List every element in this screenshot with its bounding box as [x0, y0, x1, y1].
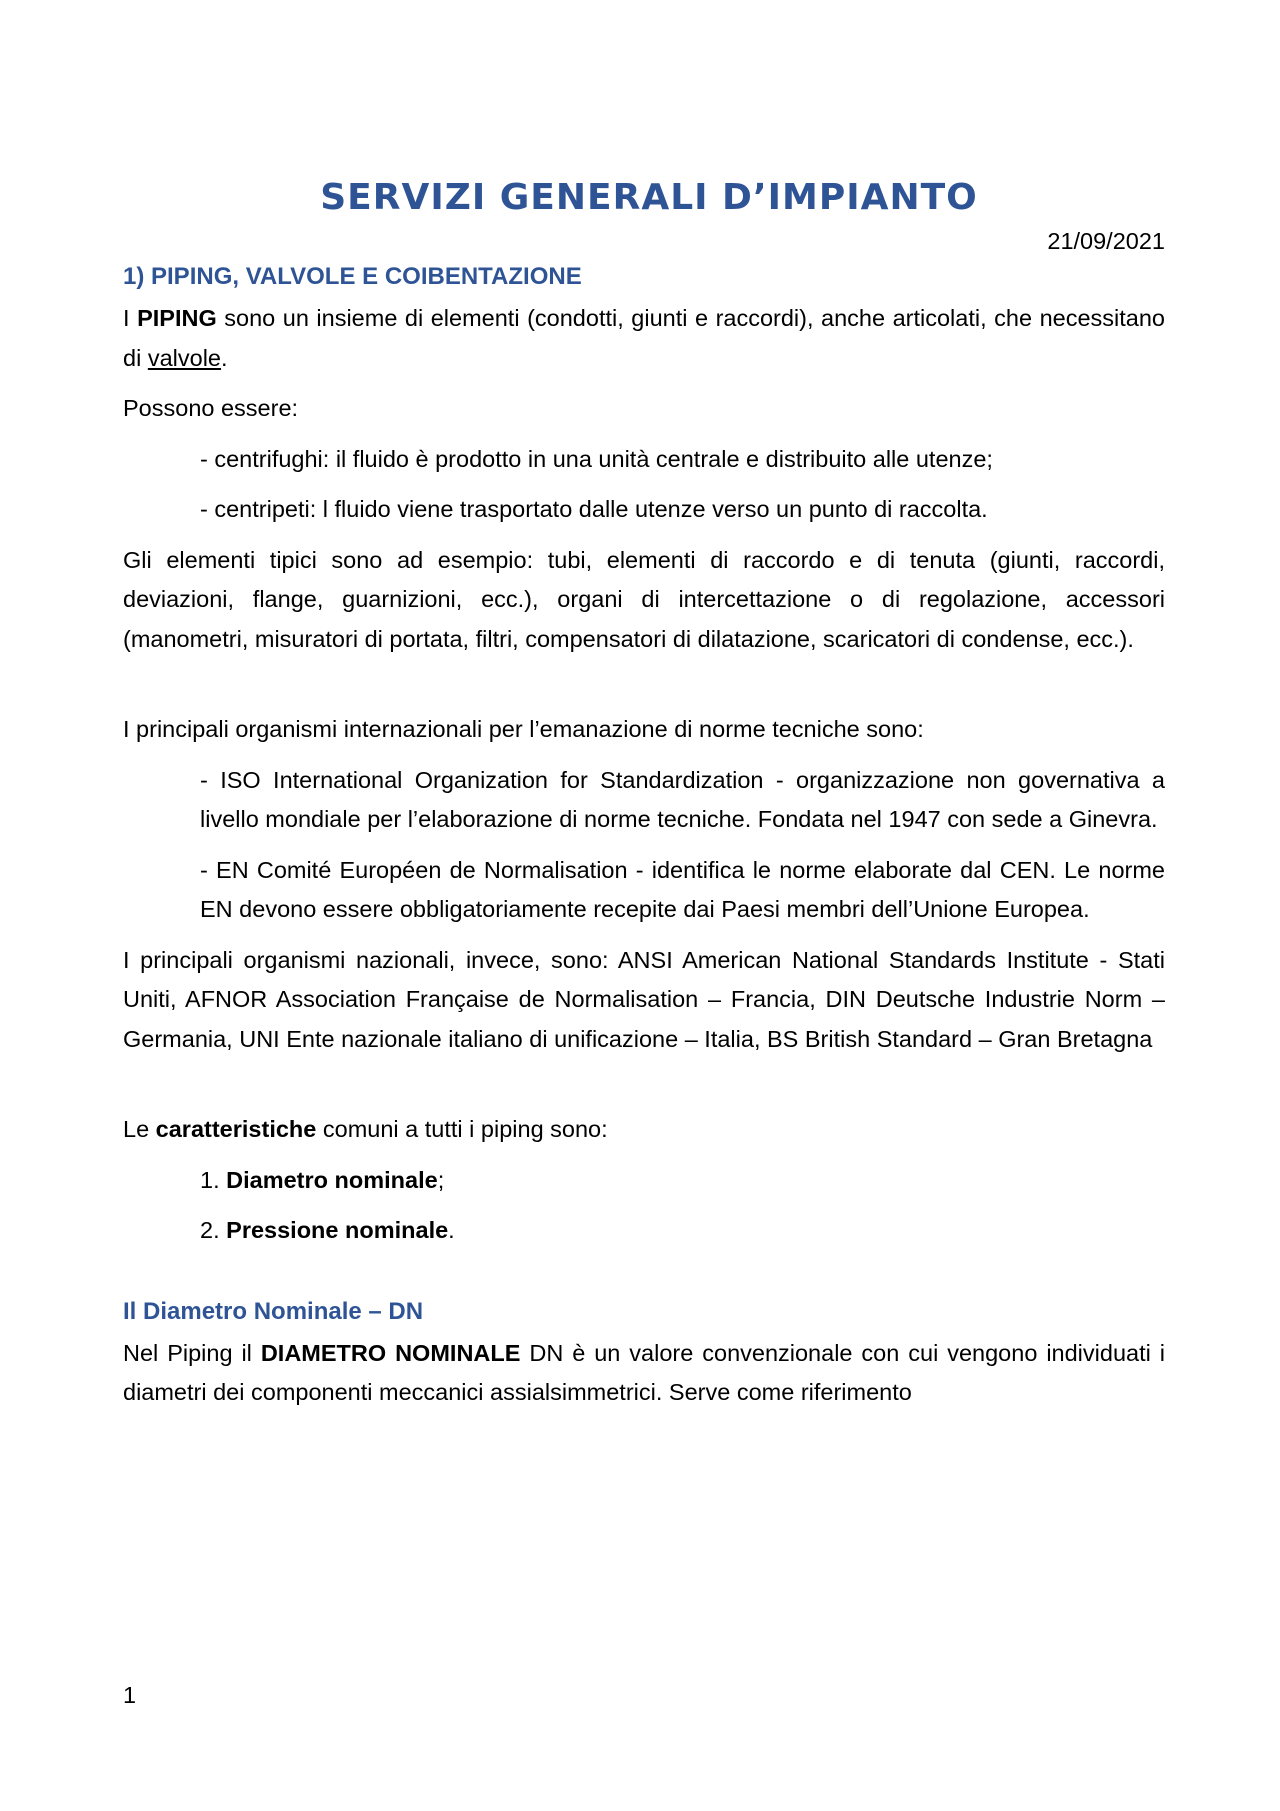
text-run: . — [220, 344, 228, 371]
paragraph-organismi-internazionali: I principali organismi internazionali per l’emanazione di norme tecniche sono: — [123, 716, 924, 742]
list-item-iso: - ISO International Organization for Standardization - organizzazione non governativa a livello mondiale per l’elaborazione di norme tecniche. Fondata nel 1947 con sede a Ginevra. — [200, 766, 1165, 832]
spacer — [123, 1262, 1165, 1292]
text-run: comuni a tutti i piping sono: — [316, 1116, 608, 1142]
document-date: 21/09/2021 — [1047, 228, 1165, 254]
text-run: sono un insieme di elementi (condotti, giunti e raccordi), anche articolati, che necessitano di — [123, 305, 1165, 371]
list-item-centripeti: - centripeti: l fluido viene trasportato dalle utenze verso un punto di raccolta. — [200, 496, 988, 522]
spacer — [123, 670, 1165, 710]
text-run: ; — [437, 1166, 445, 1193]
bold-term-diametro-nominale: Diametro nominale — [226, 1166, 438, 1193]
list-number: 1. — [200, 1166, 227, 1193]
section-heading-piping: 1) PIPING, VALVOLE E COIBENTAZIONE — [123, 263, 582, 290]
list-number: 2. — [200, 1217, 227, 1243]
page-number: 1 — [123, 1682, 137, 1708]
text-run: I — [123, 305, 138, 331]
text-run: Nel Piping il — [123, 1339, 261, 1366]
page-content — [123, 175, 1165, 1424]
bold-term-caratteristiche: caratteristiche — [155, 1116, 317, 1142]
bold-term-piping: PIPING — [137, 305, 217, 331]
underlined-term-valvole: valvole — [147, 344, 221, 371]
list-item-centrifughi: - centrifughi: il fluido è prodotto in una unità centrale e distribuito alle utenze; — [200, 445, 993, 472]
text-run: Le — [123, 1116, 156, 1142]
bold-term-diametro-nominale-caps: DIAMETRO NOMINALE — [260, 1339, 521, 1366]
paragraph-elementi-tipici: Gli elementi tipici sono ad esempio: tubi, elementi di raccordo e di tenuta (giunti, raccordi, deviazioni, flange, guarnizioni, ecc.), organi di intercettazione o di regolazione, accessori (manometri, misuratori di portata, filtri, compensatori di dilatazione, scaricatori di condense, ecc.). — [123, 546, 1165, 652]
paragraph-diametro-nominale-definition — [123, 1334, 1165, 1413]
text-run: . — [448, 1217, 455, 1243]
bold-term-pressione-nominale: Pressione nominale — [226, 1217, 449, 1243]
paragraph-possono-essere: Possono essere: — [123, 395, 299, 421]
list-item-diametro-nominale — [200, 1161, 1165, 1201]
spacer — [123, 1070, 1165, 1110]
paragraph-piping-definition — [123, 299, 1165, 378]
paragraph-caratteristiche — [123, 1110, 1165, 1150]
text-run: DN è un valore convenzionale con cui vengono individuati i diametri dei componenti meccanici assialsimmetrici. Serve come riferimento — [123, 1339, 1165, 1405]
section-heading-diametro-nominale: Il Diametro Nominale – DN — [123, 1297, 424, 1325]
paragraph-organismi-nazionali: I principali organismi nazionali, invece, sono: ANSI American National Standards Institute - Stati Uniti, AFNOR Association Française de Normalisation – Francia, DIN Deutsche Industrie Norm – Germania, UNI Ente nazionale italiano di unificazione – Italia, BS British Standard – Gran Bretagna — [123, 946, 1165, 1052]
document-title: SERVIZI GENERALI D’IMPIANTO — [320, 177, 978, 218]
list-item-pressione-nominale — [200, 1211, 1165, 1251]
list-item-en: - EN Comité Européen de Normalisation - identifica le norme elaborate dal CEN. Le norme EN devono essere obbligatoriamente recepite dai Paesi membri dell’Unione Europea. — [200, 856, 1165, 922]
